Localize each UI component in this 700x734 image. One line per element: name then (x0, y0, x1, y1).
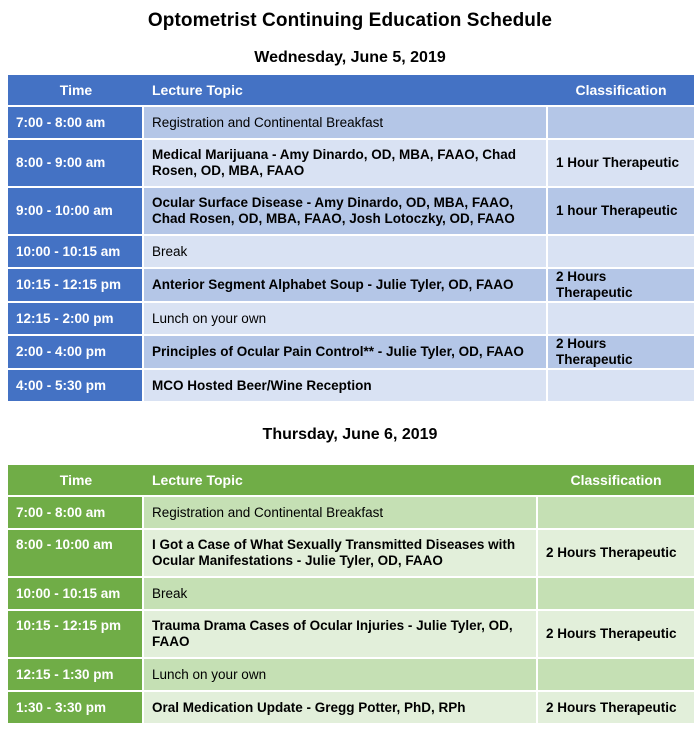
row-time: 10:00 - 10:15 am (8, 236, 144, 267)
table-row (8, 107, 694, 138)
row-time: 4:00 - 5:30 pm (8, 370, 144, 401)
row-time: 9:00 - 10:00 am (8, 188, 144, 234)
table-row (8, 611, 694, 657)
row-topic: Break (144, 578, 538, 609)
table-row (8, 303, 694, 334)
header-time: Time (8, 465, 144, 495)
row-classification: 2 Hours Therapeutic (538, 611, 694, 657)
row-topic: Registration and Continental Breakfast (144, 497, 538, 528)
row-classification (548, 236, 694, 267)
row-classification: 1 Hour Therapeutic (548, 140, 694, 186)
header-classification: Classification (538, 465, 694, 495)
header-classification: Classification (548, 75, 694, 105)
row-topic: Oral Medication Update - Gregg Potter, PhD, RPh (144, 692, 538, 723)
row-classification (538, 497, 694, 528)
row-classification: 2 Hours Therapeutic (548, 336, 694, 368)
row-time: 10:00 - 10:15 am (8, 578, 144, 609)
row-classification (548, 370, 694, 401)
row-topic: Registration and Continental Breakfast (144, 107, 548, 138)
table-row (8, 659, 694, 690)
table-row (8, 692, 694, 723)
table-row (8, 188, 694, 234)
table-row (8, 236, 694, 267)
row-classification (538, 659, 694, 690)
row-topic: MCO Hosted Beer/Wine Reception (144, 370, 548, 401)
row-time: 12:15 - 1:30 pm (8, 659, 144, 690)
table-header-row (8, 465, 694, 495)
row-classification (538, 578, 694, 609)
row-topic: Ocular Surface Disease - Amy Dinardo, OD, MBA, FAAO, Chad Rosen, OD, MBA, FAAO, Josh Lotoczky, OD, FAAO (144, 188, 548, 234)
row-classification (548, 303, 694, 334)
row-topic: Anterior Segment Alphabet Soup - Julie Tyler, OD, FAAO (144, 269, 548, 301)
row-classification: 2 Hours Therapeutic (548, 269, 694, 301)
row-topic: Principles of Ocular Pain Control** - Julie Tyler, OD, FAAO (144, 336, 548, 368)
row-time: 8:00 - 9:00 am (8, 140, 144, 186)
schedule-table-thursday (8, 463, 694, 725)
row-time: 12:15 - 2:00 pm (8, 303, 144, 334)
row-time: 2:00 - 4:00 pm (8, 336, 144, 368)
row-classification: 2 Hours Therapeutic (538, 692, 694, 723)
row-topic: Trauma Drama Cases of Ocular Injuries - Julie Tyler, OD, FAAO (144, 611, 538, 657)
table-row (8, 370, 694, 401)
schedule-table-wednesday (8, 73, 694, 403)
table-row (8, 140, 694, 186)
header-topic: Lecture Topic (144, 465, 538, 495)
table-row (8, 530, 694, 576)
row-topic: Lunch on your own (144, 303, 548, 334)
table-row (8, 497, 694, 528)
table-header-row (8, 75, 694, 105)
row-classification: 1 hour Therapeutic (548, 188, 694, 234)
header-topic: Lecture Topic (144, 75, 548, 105)
table-row (8, 336, 694, 368)
row-time: 7:00 - 8:00 am (8, 107, 144, 138)
row-time: 8:00 - 10:00 am (8, 530, 144, 576)
row-time: 1:30 - 3:30 pm (8, 692, 144, 723)
row-classification: 2 Hours Therapeutic (538, 530, 694, 576)
page-title: Optometrist Continuing Education Schedule (147, 10, 553, 31)
row-topic: Break (144, 236, 548, 267)
table-row (8, 269, 694, 301)
header-time: Time (8, 75, 144, 105)
row-time: 7:00 - 8:00 am (8, 497, 144, 528)
table-row (8, 578, 694, 609)
row-classification (548, 107, 694, 138)
row-topic: Medical Marijuana - Amy Dinardo, OD, MBA, FAAO, Chad Rosen, OD, MBA, FAAO (144, 140, 548, 186)
day1-heading: Wednesday, June 5, 2019 (254, 49, 446, 66)
day2-heading: Thursday, June 6, 2019 (262, 426, 438, 443)
row-topic: I Got a Case of What Sexually Transmitted Diseases with Ocular Manifestations - Julie Tyler, OD, FAAO (144, 530, 538, 576)
row-topic: Lunch on your own (144, 659, 538, 690)
row-time: 10:15 - 12:15 pm (8, 269, 144, 301)
row-time: 10:15 - 12:15 pm (8, 611, 144, 657)
